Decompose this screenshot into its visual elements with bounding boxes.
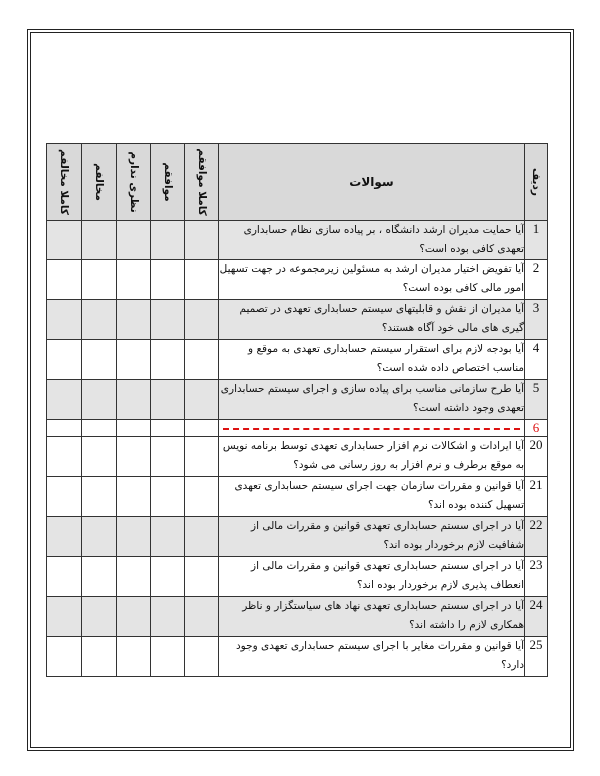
header-row-number: ردیف — [525, 144, 548, 221]
answer-neutral[interactable] — [117, 597, 151, 637]
table-row — [47, 477, 548, 517]
question-text: آیا در اجرای سستم حسابداری تعهدی قوانین و مقررات مالی از انعطاف پذیری لازم برخوردار بوده اند؟ — [219, 557, 525, 597]
answer-disagree[interactable] — [82, 340, 117, 380]
red-dashed-line — [223, 428, 520, 430]
answer-neutral[interactable] — [117, 340, 151, 380]
answer-disagree[interactable] — [82, 597, 117, 637]
answer-strongly-disagree[interactable] — [47, 637, 82, 677]
question-text: آیا حمایت مدیران ارشد دانشگاه ، بر پیاده سازی نظام حسابداری تعهدی کافی بوده است؟ — [219, 221, 525, 260]
answer-strongly-disagree[interactable] — [47, 517, 82, 557]
answer-disagree[interactable] — [82, 477, 117, 517]
answer-agree[interactable] — [151, 340, 185, 380]
row-number: 4 — [525, 340, 548, 380]
answer-agree[interactable] — [151, 380, 185, 420]
survey-body — [47, 221, 548, 677]
answer-neutral[interactable] — [117, 260, 151, 300]
question-text: آیا ایرادات و اشکالات نرم افزار حسابداری تعهدی توسط برنامه نویس به موقع برطرف و نرم افزار به روز رسانی می شود؟ — [219, 437, 525, 477]
answer-strongly-agree[interactable] — [185, 557, 219, 597]
answer-strongly-agree[interactable] — [185, 437, 219, 477]
answer-disagree[interactable] — [82, 557, 117, 597]
header-option-neutral: نظری ندارم — [117, 144, 151, 221]
question-text: آیا قوانین و مقررات سازمان جهت اجرای سیستم حسابداری تعهدی تسهیل کننده بوده اند؟ — [219, 477, 525, 517]
answer-agree[interactable] — [151, 221, 185, 260]
header-option-strongly-agree: کاملا موافقم — [185, 144, 219, 221]
row-number: 22 — [525, 517, 548, 557]
answer-strongly-agree[interactable] — [185, 517, 219, 557]
answer-disagree[interactable] — [82, 517, 117, 557]
row-number: 3 — [525, 300, 548, 340]
answer-neutral[interactable] — [117, 517, 151, 557]
header-option-strongly-disagree: کاملا مخالفم — [47, 144, 82, 221]
answer-strongly-agree[interactable] — [185, 380, 219, 420]
row-number: 1 — [525, 221, 548, 260]
answer-neutral[interactable] — [117, 380, 151, 420]
header-questions: سوالات — [219, 144, 525, 221]
row-number: 21 — [525, 477, 548, 517]
answer-strongly-agree[interactable] — [185, 340, 219, 380]
answer-disagree[interactable] — [82, 437, 117, 477]
table-row — [47, 260, 548, 300]
table-row — [47, 437, 548, 477]
answer-neutral[interactable] — [117, 637, 151, 677]
answer-disagree[interactable] — [82, 300, 117, 340]
table-row — [47, 597, 548, 637]
header-option-disagree: مخالفم — [82, 144, 117, 221]
answer-strongly-agree[interactable] — [185, 221, 219, 260]
answer-neutral[interactable] — [117, 437, 151, 477]
row-number: 24 — [525, 597, 548, 637]
answer-agree[interactable] — [151, 300, 185, 340]
header-row — [47, 144, 548, 221]
answer-strongly-disagree[interactable] — [47, 477, 82, 517]
question-text: آیا در اجرای سستم حسابداری تعهدی قوانین و مقررات مالی از شفافیت لازم برخوردار بوده اند؟ — [219, 517, 525, 557]
answer-strongly-agree[interactable] — [185, 637, 219, 677]
question-text: آیا قوانین و مقررات مغایر با اجرای سیستم حسابداری تعهدی وجود دارد؟ — [219, 637, 525, 677]
row-number: 6 — [525, 420, 548, 437]
answer-agree[interactable] — [151, 637, 185, 677]
answer-neutral[interactable] — [117, 420, 151, 437]
answer-disagree[interactable] — [82, 260, 117, 300]
answer-neutral[interactable] — [117, 477, 151, 517]
table-row — [47, 637, 548, 677]
row-number: 5 — [525, 380, 548, 420]
row-number: 25 — [525, 637, 548, 677]
table-row — [47, 340, 548, 380]
answer-strongly-disagree[interactable] — [47, 437, 82, 477]
table-row — [47, 517, 548, 557]
answer-strongly-disagree[interactable] — [47, 340, 82, 380]
answer-strongly-agree[interactable] — [185, 477, 219, 517]
answer-strongly-agree[interactable] — [185, 260, 219, 300]
answer-neutral[interactable] — [117, 557, 151, 597]
answer-strongly-disagree[interactable] — [47, 221, 82, 260]
answer-agree[interactable] — [151, 437, 185, 477]
answer-disagree[interactable] — [82, 221, 117, 260]
answer-strongly-agree[interactable] — [185, 300, 219, 340]
table-row — [47, 380, 548, 420]
answer-strongly-disagree[interactable] — [47, 380, 82, 420]
answer-agree[interactable] — [151, 517, 185, 557]
table-row — [47, 557, 548, 597]
table-row — [47, 221, 548, 260]
row-number: 23 — [525, 557, 548, 597]
answer-agree[interactable] — [151, 557, 185, 597]
row-number: 20 — [525, 437, 548, 477]
question-text: آیا بودجه لازم برای استقرار سیستم حسابداری تعهدی به موقع و مناسب اختصاص داده شده است؟ — [219, 340, 525, 380]
answer-strongly-disagree[interactable] — [47, 597, 82, 637]
answer-strongly-agree[interactable] — [185, 420, 219, 437]
question-text: آیا در اجرای سستم حسابداری تعهدی نهاد های سیاستگزار و ناظر همکاری لازم را داشته اند؟ — [219, 597, 525, 637]
answer-agree[interactable] — [151, 420, 185, 437]
question-text: آیا طرح سازمانی مناسب برای پیاده سازی و اجرای سیستم حسابداری تعهدی وجود داشته است؟ — [219, 380, 525, 420]
answer-strongly-disagree[interactable] — [47, 260, 82, 300]
question-text: آیا مدیران از نقش و قابلیتهای سیستم حسابداری تعهدی در تصمیم گیری های مالی خود آگاه هستند؟ — [219, 300, 525, 340]
answer-disagree[interactable] — [82, 420, 117, 437]
question-text: آیا تفویض اختیار مدیران ارشد به مسئولین زیرمجموعه در جهت تسهیل امور مالی کافی بوده است؟ — [219, 260, 525, 300]
answer-neutral[interactable] — [117, 300, 151, 340]
answer-strongly-disagree[interactable] — [47, 557, 82, 597]
answer-strongly-disagree[interactable] — [47, 300, 82, 340]
answer-agree[interactable] — [151, 597, 185, 637]
table-row — [47, 300, 548, 340]
answer-strongly-disagree[interactable] — [47, 420, 82, 437]
table-row — [47, 420, 548, 437]
answer-disagree[interactable] — [82, 637, 117, 677]
survey-table — [46, 143, 548, 677]
answer-strongly-agree[interactable] — [185, 597, 219, 637]
ellipsis-separator — [219, 420, 525, 437]
header-option-agree: موافقم — [151, 144, 185, 221]
answer-neutral[interactable] — [117, 221, 151, 260]
answer-agree[interactable] — [151, 477, 185, 517]
answer-agree[interactable] — [151, 260, 185, 300]
answer-disagree[interactable] — [82, 380, 117, 420]
row-number: 2 — [525, 260, 548, 300]
